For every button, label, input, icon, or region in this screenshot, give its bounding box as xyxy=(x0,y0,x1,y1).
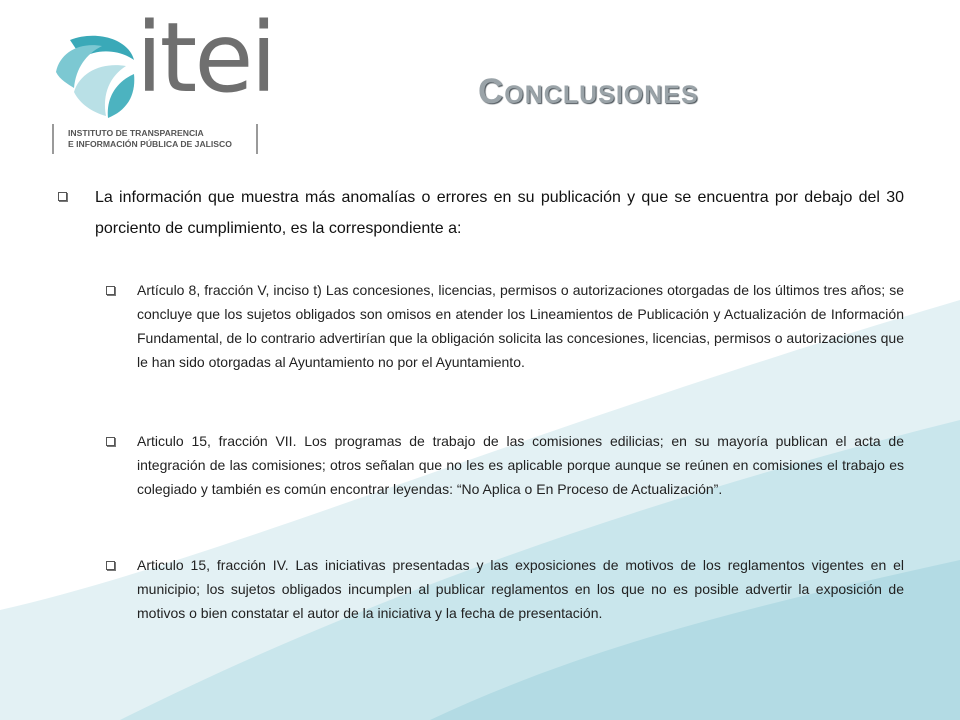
logo-subtitle-line2: E INFORMACIÓN PÚBLICA DE JALISCO xyxy=(68,139,232,149)
page-title: Conclusiones xyxy=(478,72,699,111)
intro-paragraph: La información que muestra más anomalías o errores en su publicación y que se encuentra por debajo del 30 porciento de cumplimiento, es la correspondiente a: xyxy=(95,189,904,237)
list-item: Articulo 15, fracción VII. Los programas de trabajo de las comisiones edilicias; en su mayoría publican el acta de integración de las comisiones; otros señalan que no les es aplicable porque aunque se reúnen en comisiones el trabajo es colegiado y también es común encontrar leyendas: “No Aplica o En Proceso de Actualización”. xyxy=(137,433,904,497)
square-bullet-icon xyxy=(106,437,115,446)
list-item: Articulo 15, fracción IV. Las iniciativas presentadas y las exposiciones de motivos de los reglamentos vigentes en el municipio; los sujetos obligados incumplen al publicar reglamentos en los que no es posible advertir la exposición de motivos o bien constatar el autor de la iniciativa y la fecha de presentación. xyxy=(137,557,904,621)
square-bullet-icon xyxy=(106,286,115,295)
logo-subtitle-line1: INSTITUTO DE TRANSPARENCIA xyxy=(68,128,204,138)
logo-wordmark: itei xyxy=(136,2,275,114)
square-bullet-icon xyxy=(106,561,115,570)
square-bullet-icon xyxy=(58,192,67,201)
list-item: Artículo 8, fracción V, inciso t) Las concesiones, licencias, permisos o autorizaciones otorgadas de los últimos tres años; se concluye que los sujetos obligados son omisos en atender los Lineamientos de Publicación y Actualización de Información Fundamental, de lo contrario advertirían que la obligación solicita las concesiones, licencias, permisos o autorizaciones que le han sido otorgadas al Ayuntamiento no por el Ayuntamiento. xyxy=(137,282,904,370)
